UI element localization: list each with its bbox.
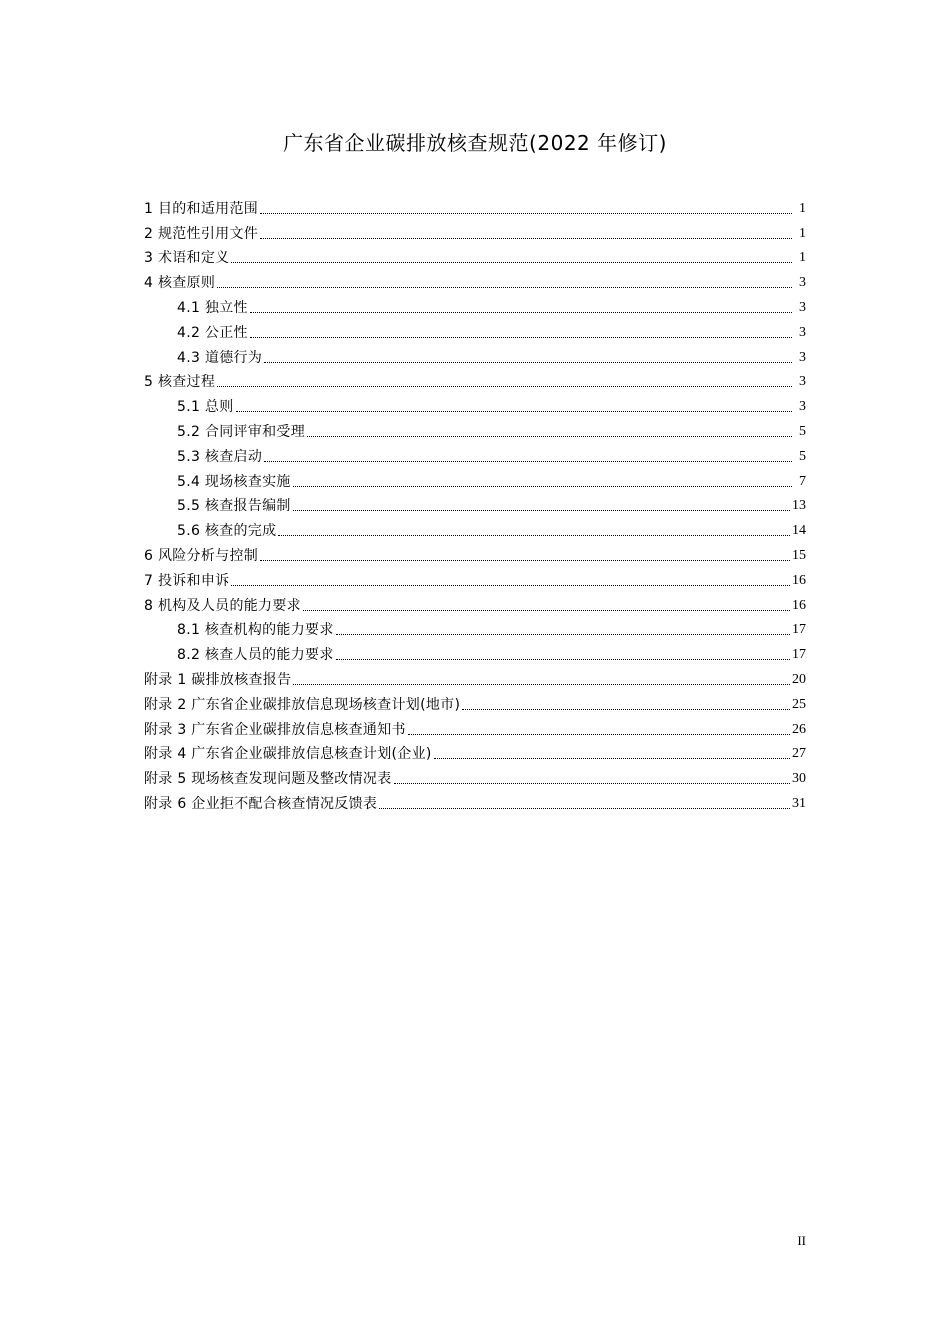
toc-entry[interactable]	[144, 292, 806, 317]
toc-dot-leader	[336, 659, 790, 660]
toc-entry-page: 27	[792, 746, 806, 762]
toc-entry-label: 附录 1 碳排放核查报告	[144, 671, 292, 688]
toc-entry-page: 17	[792, 647, 806, 663]
toc-entry[interactable]	[144, 391, 806, 416]
toc-entry-page: 3	[799, 324, 806, 340]
toc-entry-label: 3 术语和定义	[144, 250, 230, 267]
toc-entry-page: 1	[799, 225, 806, 241]
toc-entry[interactable]	[144, 739, 806, 764]
toc-entry-label: 2 规范性引用文件	[144, 225, 259, 242]
toc-dot-leader	[293, 684, 790, 685]
toc-dot-leader	[264, 362, 792, 363]
toc-entry-page: 3	[799, 275, 806, 291]
page-number: II	[797, 1233, 806, 1248]
toc-entry-page: 7	[799, 473, 806, 489]
toc-dot-leader	[231, 585, 790, 586]
toc-entry[interactable]	[144, 342, 806, 367]
toc-dot-leader	[260, 238, 792, 239]
toc-entry-page: 31	[792, 795, 806, 811]
toc-entry-page: 3	[799, 349, 806, 365]
toc-entry-label: 5.6 核查的完成	[177, 523, 277, 540]
toc-entry[interactable]	[144, 664, 806, 689]
toc-entry[interactable]	[144, 763, 806, 788]
toc-entry-page: 30	[792, 771, 806, 787]
toc-dot-leader	[231, 262, 792, 263]
toc-dot-leader	[217, 386, 792, 387]
toc-entry-label: 5.2 合同评审和受理	[177, 423, 306, 440]
toc-entry-label: 4.1 独立性	[177, 299, 248, 316]
toc-entry-label: 附录 3 广东省企业碳排放信息核查通知书	[144, 721, 406, 738]
toc-entry-label: 5 核查过程	[144, 374, 216, 391]
toc-entry-label: 5.1 总则	[177, 399, 234, 416]
toc-entry[interactable]	[144, 367, 806, 392]
toc-entry-page: 16	[792, 572, 806, 588]
toc-entry-label: 附录 4 广东省企业碳排放信息核查计划(企业)	[144, 746, 432, 763]
toc-dot-leader	[394, 783, 790, 784]
toc-entry[interactable]	[144, 615, 806, 640]
toc-dot-leader	[250, 337, 792, 338]
toc-entry-label: 8.1 核查机构的能力要求	[177, 622, 334, 639]
toc-dot-leader	[278, 535, 790, 536]
toc-dot-leader	[264, 461, 792, 462]
toc-dot-leader	[250, 312, 792, 313]
toc-dot-leader	[379, 808, 790, 809]
document-title: 广东省企业碳排放核查规范(2022 年修订)	[283, 131, 667, 155]
toc-dot-leader	[236, 411, 792, 412]
toc-entry-page: 16	[792, 597, 806, 613]
toc-dot-leader	[293, 486, 792, 487]
toc-entry-page: 1	[799, 200, 806, 216]
toc-entry-label: 1 目的和适用范围	[144, 200, 259, 217]
toc-entry-page: 25	[792, 696, 806, 712]
toc-entry-label: 附录 2 广东省企业碳排放信息现场核查计划(地市)	[144, 696, 461, 713]
toc-entry-page: 13	[792, 498, 806, 514]
table-of-contents	[144, 193, 806, 813]
toc-dot-leader	[307, 436, 792, 437]
toc-entry-label: 8 机构及人员的能力要求	[144, 597, 301, 614]
toc-entry[interactable]	[144, 515, 806, 540]
toc-entry[interactable]	[144, 243, 806, 268]
toc-entry-label: 8.2 核查人员的能力要求	[177, 647, 334, 664]
toc-entry[interactable]	[144, 193, 806, 218]
toc-dot-leader	[260, 213, 792, 214]
toc-entry-page: 1	[799, 250, 806, 266]
toc-entry-page: 3	[799, 374, 806, 390]
toc-entry[interactable]	[144, 466, 806, 491]
toc-entry[interactable]	[144, 639, 806, 664]
toc-dot-leader	[217, 287, 792, 288]
toc-entry[interactable]	[144, 565, 806, 590]
toc-dot-leader	[462, 709, 790, 710]
toc-entry-page: 20	[792, 671, 806, 687]
toc-entry-page: 3	[799, 299, 806, 315]
toc-entry[interactable]	[144, 590, 806, 615]
toc-dot-leader	[293, 510, 790, 511]
toc-entry-label: 6 风险分析与控制	[144, 547, 259, 564]
toc-entry[interactable]	[144, 788, 806, 813]
toc-entry-page: 5	[799, 423, 806, 439]
toc-dot-leader	[260, 560, 790, 561]
toc-entry-label: 4.2 公正性	[177, 324, 248, 341]
toc-entry-page: 5	[799, 448, 806, 464]
toc-entry[interactable]	[144, 218, 806, 243]
toc-entry[interactable]	[144, 491, 806, 516]
toc-entry[interactable]	[144, 267, 806, 292]
toc-entry-label: 附录 5 现场核查发现问题及整改情况表	[144, 771, 392, 788]
toc-entry[interactable]	[144, 540, 806, 565]
toc-entry-label: 4.3 道德行为	[177, 349, 263, 366]
toc-entry[interactable]	[144, 317, 806, 342]
toc-entry-label: 5.3 核查启动	[177, 448, 263, 465]
toc-dot-leader	[434, 758, 790, 759]
toc-entry[interactable]	[144, 714, 806, 739]
toc-entry-label: 5.4 现场核查实施	[177, 473, 291, 490]
toc-entry[interactable]	[144, 416, 806, 441]
toc-entry-page: 17	[792, 622, 806, 638]
toc-entry-label: 4 核查原则	[144, 275, 216, 292]
toc-entry-page: 14	[792, 523, 806, 539]
toc-entry[interactable]	[144, 689, 806, 714]
toc-entry-label: 附录 6 企业拒不配合核查情况反馈表	[144, 795, 378, 812]
toc-entry-page: 3	[799, 399, 806, 415]
toc-dot-leader	[408, 734, 790, 735]
toc-entry-label: 7 投诉和申诉	[144, 572, 230, 589]
toc-dot-leader	[303, 610, 790, 611]
toc-entry[interactable]	[144, 441, 806, 466]
toc-dot-leader	[336, 634, 790, 635]
toc-entry-label: 5.5 核查报告编制	[177, 498, 291, 515]
toc-entry-page: 26	[792, 721, 806, 737]
toc-entry-page: 15	[792, 547, 806, 563]
